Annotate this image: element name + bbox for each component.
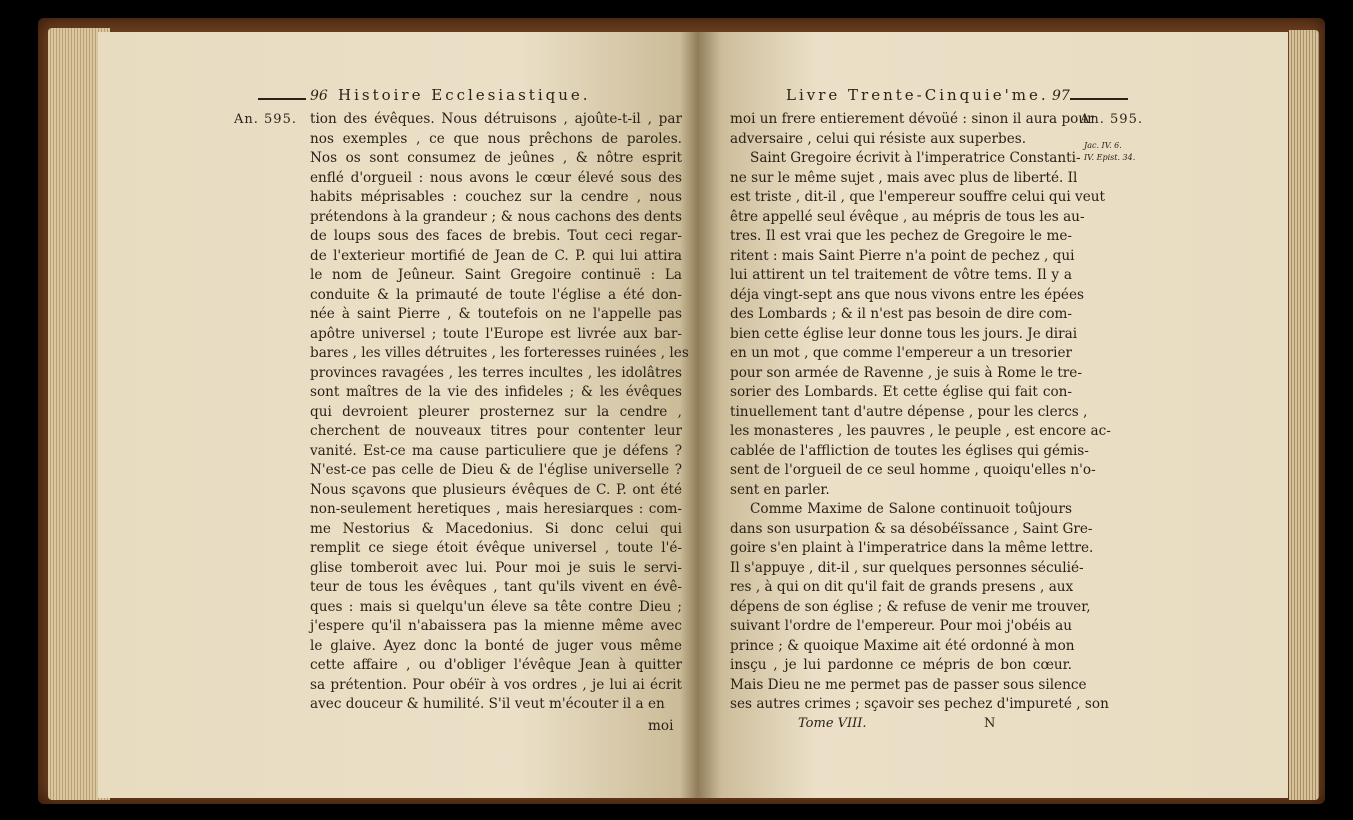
head-rule-left	[258, 98, 306, 100]
text-line: pour son armée de Ravenne , je suis à Rome le tre-	[730, 364, 1082, 381]
text-line: goire s'en plaint à l'imperatrice dans la même lettre.	[730, 540, 1094, 556]
text-line: sont maîtres de la vie des infideles ; & les évêques	[310, 384, 682, 400]
text-line: qui devroient pleurer prosternez sur la cendre ,	[310, 403, 682, 420]
margin-year-left: An. 595.	[234, 112, 297, 127]
running-head-left: Histoire Ecclesiastique.	[338, 86, 591, 104]
text-line: sent de l'orgueil de ce seul homme , quoiqu'elles n'o-	[730, 462, 1096, 478]
text-line: me Nestorius & Macedonius. Si donc celui qui	[310, 520, 682, 537]
text-line: glise tomberoit avec lui. Pour moi je suis le servi-	[310, 559, 682, 576]
text-line: dépens de son église ; & refuse de venir me trouver,	[730, 598, 1091, 615]
text-line: en un mot , que comme l'empereur a un tresorier	[730, 345, 1072, 361]
text-line: moi un frere entierement dévoüé : sinon il aura pour	[730, 111, 1094, 127]
text-line: tinuellement tant d'autre dépense , pour les clercs ,	[730, 403, 1088, 420]
text-line: lui attirent un tel traitement de vôtre tems. Il y a	[730, 267, 1072, 283]
text-line: remplit ce siege étoit évêque universel , toute l'é-	[310, 540, 682, 556]
text-line: N'est-ce pas celle de Dieu & de l'église universelle ?	[310, 462, 682, 478]
text-line: avec douceur & humilité. S'il veut m'écouter il a en	[310, 696, 665, 712]
page-number-left: 96	[310, 88, 328, 104]
text-line: apôtre universel ; toute l'Europe est livrée aux bar-	[310, 325, 682, 342]
text-line: Nos os sont consumez de jeûnes , & nôtre esprit	[310, 150, 682, 166]
text-line: bares , les villes détruites , les forteresses ruinées , les	[310, 345, 689, 361]
text-line: teur de tous les évêques , tant qu'ils vivent en évê-	[310, 579, 682, 595]
text-line: de l'exterieur mortifié de Jean de C. P. qui lui attira	[310, 247, 682, 264]
text-line: sorier des Lombards. Et cette église qui fait con-	[730, 384, 1072, 400]
text-line: cherchent de nouveaux titres pour contenter leur	[310, 423, 682, 439]
left-page	[98, 32, 698, 798]
text-line: nos exemples , ce que nous prêchons de paroles.	[310, 130, 682, 147]
text-line: Mais Dieu ne me permet pas de passer sous silence	[730, 676, 1087, 693]
text-line: tres. Il est vrai que les pechez de Gregoire le me-	[730, 228, 1072, 244]
text-line: être appellé seul évêque , au mépris de tous les au-	[730, 208, 1085, 225]
text-line: des Lombards ; & il n'est pas besoin de dire com-	[730, 306, 1072, 322]
text-line: adversaire , celui qui résiste aux superbes.	[730, 130, 1027, 147]
text-line: ritent : mais Saint Pierre n'a point de pechez , qui	[730, 247, 1075, 264]
signature-mark: N	[984, 716, 996, 731]
text-line: tion des évêques. Nous détruisons , ajoûte-t-il , par	[310, 111, 682, 127]
text-line: non-seulement heretiques , mais heresiarques : com-	[310, 501, 682, 517]
text-line: ne sur le même sujet , mais avec plus de liberté. Il	[730, 169, 1078, 186]
left-text-block	[310, 110, 689, 715]
text-line: res , à qui on dit qu'il fait de grands presens , aux	[730, 579, 1074, 595]
text-line: le glaive. Ayez donc la bonté de juger vous même	[310, 637, 682, 654]
text-line: sent en parler.	[730, 481, 830, 498]
catchword: moi	[648, 718, 674, 734]
text-line: vanité. Est-ce ma cause particuliere que je défens ?	[310, 442, 682, 459]
text-line: suivant l'ordre de l'empereur. Pour moi j'obéis au	[730, 618, 1072, 634]
footer-volume: Tome VIII.	[798, 716, 867, 731]
book	[38, 18, 1325, 804]
text-line: prince ; & quoique Maxime ait été ordonné à mon	[730, 637, 1075, 654]
margin-note-1: Jac. IV. 6.	[1084, 141, 1122, 150]
text-line: de loups sous des faces de brebis. Tout ceci regar-	[310, 228, 682, 244]
head-rule-right	[1070, 98, 1128, 100]
text-line: conduite & la primauté de toute l'église a été don-	[310, 286, 682, 303]
text-line: insçu , je lui pardonne ce mépris de bon cœur.	[730, 657, 1072, 673]
text-line: provinces ravagées , les terres incultes , les idolâtres	[310, 364, 682, 381]
text-line: dans son usurpation & sa désobéïssance , Saint Gre-	[730, 520, 1093, 537]
text-line: cette affaire , ou d'obliger l'évêque Jean à quitter	[310, 657, 682, 673]
margin-note-2: IV. Epist. 34.	[1084, 153, 1136, 162]
text-line: ques : mais si quelqu'un éleve sa tête contre Dieu ;	[310, 598, 682, 615]
right-page	[698, 32, 1288, 798]
text-line: habits méprisables : couchez sur la cendre , nous	[310, 189, 682, 205]
text-line: ses autres crimes ; sçavoir ses pechez d'impureté , son	[730, 696, 1109, 712]
text-line: est triste , dit-il , que l'empereur souffre celui qui veut	[730, 189, 1105, 205]
text-line: Nous sçavons que plusieurs évêques de C. P. ont été	[310, 481, 682, 498]
text-line: prétendons à la grandeur ; & nous cachons des dents	[310, 208, 682, 225]
text-line: cablée de l'affliction de toutes les églises qui gémis-	[730, 442, 1089, 459]
text-line: bien cette église leur donne tous les jours. Je dirai	[730, 325, 1078, 342]
text-line: le nom de Jeûneur. Saint Gregoire continuë : La	[310, 267, 682, 283]
text-line: sa prétention. Pour obéïr à vos ordres , je lui ai écrit	[310, 676, 682, 693]
text-line: enflé d'orgueil : nous avons le cœur élevé sous des	[310, 169, 682, 186]
text-line: déja vingt-sept ans que nous vivons entre les épées	[730, 286, 1084, 303]
text-line: Il s'appuye , dit-il , sur quelques personnes séculié-	[730, 559, 1084, 576]
text-line: Saint Gregoire écrivit à l'imperatrice Constanti-	[750, 150, 1081, 166]
text-line: les monasteres , les pauvres , le peuple , est encore ac-	[730, 423, 1111, 439]
margin-year-right: An. 595.	[1080, 112, 1143, 127]
text-line: j'espere qu'il n'abaissera pas la mienne même avec	[310, 618, 682, 634]
running-head-right: Livre Trente-Cinquie'me.	[786, 86, 1049, 104]
text-line: née à saint Pierre , & toutefois on ne l'appelle pas	[310, 306, 682, 322]
page-edges-right	[1289, 30, 1319, 800]
text-line: Comme Maxime de Salone continuoit toûjours	[750, 501, 1072, 517]
page-number-right: 97	[1052, 88, 1070, 104]
